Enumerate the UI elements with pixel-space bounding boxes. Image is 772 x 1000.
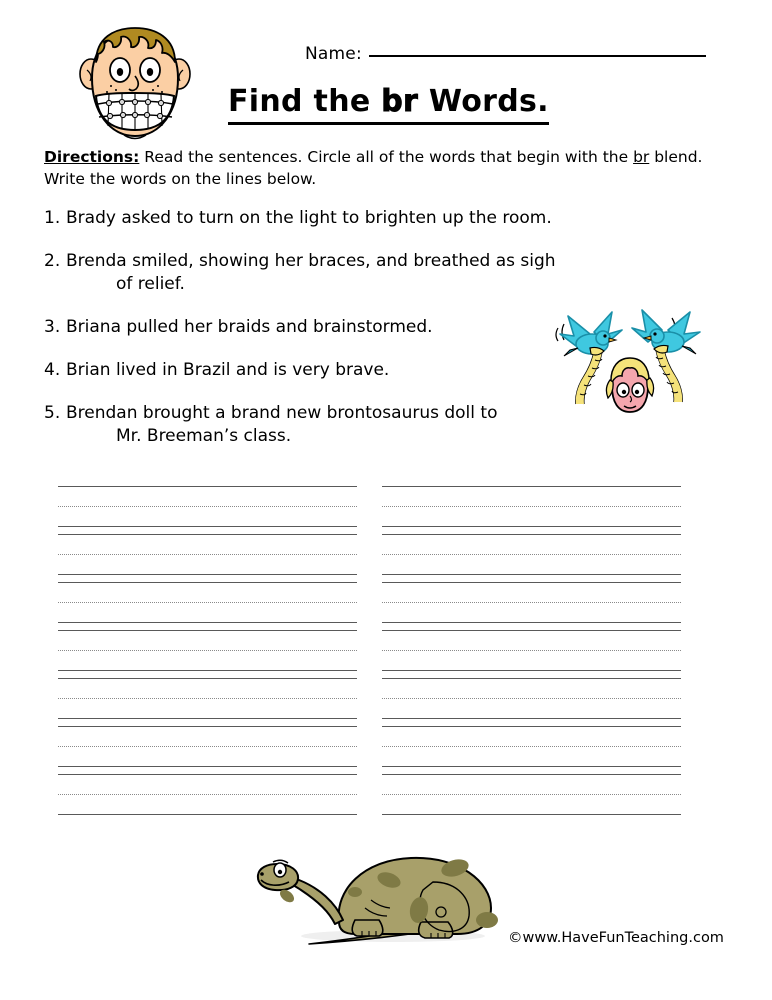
line-rule-baseline bbox=[58, 766, 357, 767]
handwriting-line-group[interactable] bbox=[58, 580, 357, 628]
handwriting-line-group[interactable] bbox=[58, 772, 357, 820]
line-rule-top bbox=[58, 582, 357, 583]
line-rule-top bbox=[58, 486, 357, 487]
line-rule-baseline bbox=[382, 574, 681, 575]
line-rule-dotted bbox=[382, 698, 681, 699]
handwriting-line-group[interactable] bbox=[58, 724, 357, 772]
handwriting-line-group[interactable] bbox=[382, 628, 681, 676]
line-rule-dotted bbox=[58, 746, 357, 747]
line-rule-top bbox=[382, 678, 681, 679]
handwriting-line-group[interactable] bbox=[382, 484, 681, 532]
sentence-continuation: Mr. Breeman’s class. bbox=[116, 426, 292, 446]
title-prefix: Find the bbox=[228, 84, 382, 119]
handwriting-line-group[interactable] bbox=[382, 676, 681, 724]
answer-lines-column-right bbox=[382, 484, 681, 820]
line-rule-top bbox=[382, 726, 681, 727]
sentence-number: 4. bbox=[44, 360, 61, 380]
directions-block bbox=[44, 146, 726, 190]
line-rule-top bbox=[382, 582, 681, 583]
line-rule-baseline bbox=[58, 622, 357, 623]
name-field-row bbox=[305, 44, 735, 64]
answer-lines-area bbox=[58, 484, 708, 834]
sentence-text: Brenda smiled, showing her braces, and breathed as sigh bbox=[66, 251, 556, 271]
line-rule-baseline bbox=[58, 574, 357, 575]
name-input[interactable] bbox=[369, 55, 706, 57]
sentence-number: 1. bbox=[44, 208, 61, 228]
sentence-number: 2. bbox=[44, 251, 61, 271]
line-rule-baseline bbox=[58, 670, 357, 671]
sentence-item bbox=[44, 250, 664, 296]
sentence-number: 5. bbox=[44, 403, 61, 423]
handwriting-line-group[interactable] bbox=[58, 532, 357, 580]
girl-with-braids-and-birds-icon bbox=[550, 304, 710, 416]
line-rule-dotted bbox=[58, 506, 357, 507]
line-rule-baseline bbox=[382, 814, 681, 815]
directions-label: Directions: bbox=[44, 148, 140, 166]
directions-text-part1: Read the sentences. Circle all of the words that begin with the bbox=[139, 148, 634, 166]
line-rule-baseline bbox=[382, 622, 681, 623]
handwriting-line-group[interactable] bbox=[382, 724, 681, 772]
line-rule-top bbox=[382, 630, 681, 631]
line-rule-dotted bbox=[382, 602, 681, 603]
line-rule-baseline bbox=[382, 526, 681, 527]
line-rule-top bbox=[58, 678, 357, 679]
name-label: Name: bbox=[305, 44, 362, 64]
handwriting-line-group[interactable] bbox=[382, 772, 681, 820]
directions-blend: br bbox=[633, 148, 650, 166]
line-rule-top bbox=[58, 774, 357, 775]
directions-text-part2: blend. Write the words on the lines below. bbox=[44, 148, 703, 188]
title-blend: br bbox=[381, 84, 419, 119]
sentence-continuation: of relief. bbox=[116, 274, 185, 294]
line-rule-top bbox=[58, 630, 357, 631]
line-rule-baseline bbox=[382, 766, 681, 767]
line-rule-dotted bbox=[382, 554, 681, 555]
line-rule-baseline bbox=[382, 670, 681, 671]
copyright-footer: ©www.HaveFunTeaching.com bbox=[508, 930, 724, 946]
handwriting-line-group[interactable] bbox=[382, 580, 681, 628]
line-rule-dotted bbox=[58, 554, 357, 555]
line-rule-baseline bbox=[58, 718, 357, 719]
line-rule-dotted bbox=[382, 506, 681, 507]
sentence-text: Brian lived in Brazil and is very brave. bbox=[66, 360, 390, 380]
handwriting-line-group[interactable] bbox=[58, 628, 357, 676]
brontosaurus-icon bbox=[243, 846, 525, 952]
line-rule-baseline bbox=[58, 814, 357, 815]
line-rule-dotted bbox=[58, 602, 357, 603]
line-rule-baseline bbox=[382, 718, 681, 719]
sentence-item bbox=[44, 207, 664, 230]
sentence-number: 3. bbox=[44, 317, 61, 337]
line-rule-top bbox=[382, 486, 681, 487]
sentence-text: Brendan brought a brand new brontosaurus doll to bbox=[66, 403, 498, 423]
line-rule-dotted bbox=[382, 794, 681, 795]
line-rule-top bbox=[382, 774, 681, 775]
line-rule-dotted bbox=[382, 650, 681, 651]
line-rule-baseline bbox=[58, 526, 357, 527]
title-suffix: Words. bbox=[418, 84, 549, 119]
boy-with-braces-icon bbox=[74, 22, 196, 146]
line-rule-top bbox=[382, 534, 681, 535]
line-rule-top bbox=[58, 534, 357, 535]
line-rule-top bbox=[58, 726, 357, 727]
line-rule-dotted bbox=[58, 794, 357, 795]
line-rule-dotted bbox=[58, 650, 357, 651]
handwriting-line-group[interactable] bbox=[382, 532, 681, 580]
handwriting-line-group[interactable] bbox=[58, 484, 357, 532]
line-rule-dotted bbox=[382, 746, 681, 747]
page-title bbox=[228, 84, 549, 125]
sentence-text: Briana pulled her braids and brainstormed. bbox=[66, 317, 433, 337]
sentence-text: Brady asked to turn on the light to brighten up the room. bbox=[66, 208, 552, 228]
line-rule-dotted bbox=[58, 698, 357, 699]
handwriting-line-group[interactable] bbox=[58, 676, 357, 724]
answer-lines-column-left bbox=[58, 484, 357, 820]
